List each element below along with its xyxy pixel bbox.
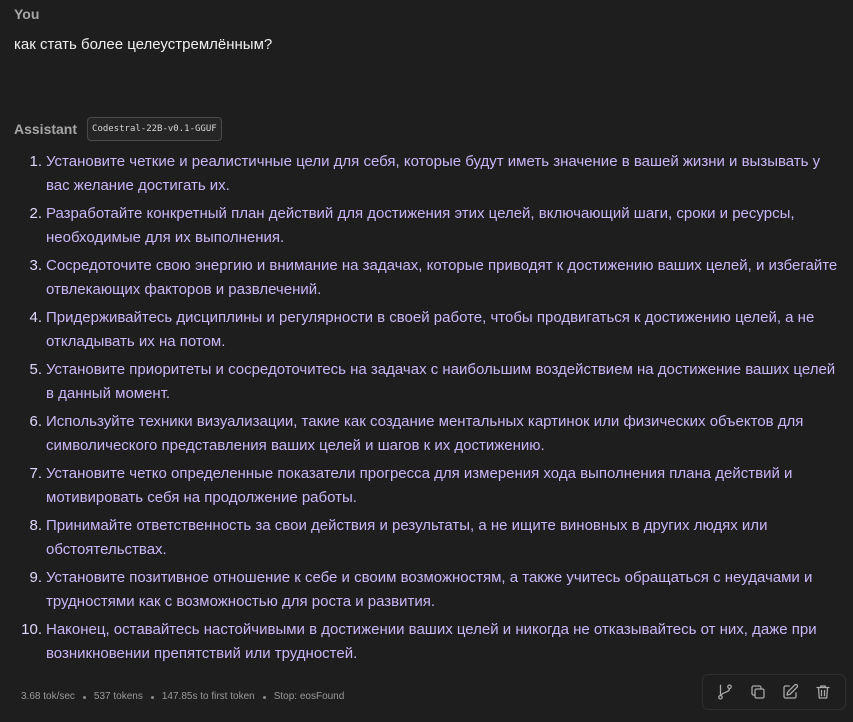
assistant-role-label: Assistant (14, 121, 78, 137)
list-item-number: 1. (29, 153, 42, 170)
list-item-text: Установите четкие и реалистичные цели для себя, которые будут иметь значение в вашей жизни и вызывать у вас желание достигать их. (46, 153, 821, 194)
list-item-text: Придерживайтесь дисциплины и регулярности в своей работе, чтобы продвигаться к достижению целей, а не откладывать их на потом. (46, 309, 815, 350)
list-item-number: 5. (29, 361, 42, 378)
user-message-text[interactable]: как стать более целеустремлённым? (14, 36, 273, 53)
assistant-header (14, 117, 222, 141)
user-message-block (14, 4, 834, 56)
edit-icon (781, 683, 799, 701)
list-item (29, 358, 840, 406)
list-item-number: 7. (29, 465, 42, 482)
list-item (29, 514, 840, 562)
list-item (29, 254, 840, 302)
copy-icon (749, 683, 767, 701)
list-item-number: 2. (29, 205, 42, 222)
list-item-text: Сосредоточите свою энергию и внимание на задачах, которые приводят к достижению ваших целей, и избегайте отвлекающих факторов и развлечений. (46, 257, 838, 298)
list-item-text: Установите позитивное отношение к себе и своим возможностям, а также учитесь обращаться с неудачами и трудностями как с возможностью для роста и развития. (46, 569, 813, 610)
list-item-number: 9. (29, 569, 42, 586)
list-item (29, 306, 840, 354)
list-item-number: 10. (21, 621, 42, 638)
assistant-answer-list (14, 150, 840, 670)
stat-tokens: 537 tokens (93, 691, 143, 702)
list-item-text: Принимайте ответственность за свои действия и результаты, а не ищите виновных в других людях или обстоятельствах. (46, 517, 768, 558)
separator-dot (83, 696, 86, 699)
trash-icon (814, 683, 832, 701)
branch-button[interactable] (714, 681, 736, 703)
stat-first-token: 147.85s to first token (161, 691, 255, 702)
list-item (29, 150, 840, 198)
edit-button[interactable] (779, 681, 801, 703)
list-item-text: Установите приоритеты и сосредоточитесь на задачах с наибольшим воздействием на достижение ваших целей в данный момент. (46, 361, 836, 402)
copy-button[interactable] (747, 681, 769, 703)
user-role-label: You (14, 6, 40, 22)
separator-dot (263, 696, 266, 699)
list-item (29, 566, 840, 614)
list-item-number: 3. (29, 257, 42, 274)
list-item (29, 410, 840, 458)
generation-stats (21, 690, 344, 704)
message-actions-bar (702, 674, 846, 710)
stat-speed: 3.68 tok/sec (21, 691, 75, 702)
stat-stop-reason: Stop: eosFound (273, 691, 345, 702)
list-item-number: 4. (29, 309, 42, 326)
list-item-number: 8. (29, 517, 42, 534)
list-item (29, 462, 840, 510)
list-item-text: Наконец, оставайтесь настойчивыми в достижении ваших целей и никогда не отказывайтесь от них, даже при возникновении препятствий или трудностей. (46, 621, 817, 662)
list-item (29, 202, 840, 250)
list-item (21, 618, 840, 666)
delete-button[interactable] (812, 681, 834, 703)
list-item-text: Разработайте конкретный план действий для достижения этих целей, включающий шаги, сроки и ресурсы, необходимые для их выполнения. (46, 205, 795, 246)
branch-icon (716, 683, 734, 701)
list-item-text: Используйте техники визуализации, такие как создание ментальных картинок или физических объектов для символического представления ваших целей и шагов к их достижению. (46, 413, 804, 454)
list-item-text: Установите четко определенные показатели прогресса для измерения хода выполнения плана действий и мотивировать себя на продолжение работы. (46, 465, 793, 506)
model-badge: Codestral-22B-v0.1-GGUF (87, 117, 222, 141)
list-item-number: 6. (29, 413, 42, 430)
separator-dot (151, 696, 154, 699)
